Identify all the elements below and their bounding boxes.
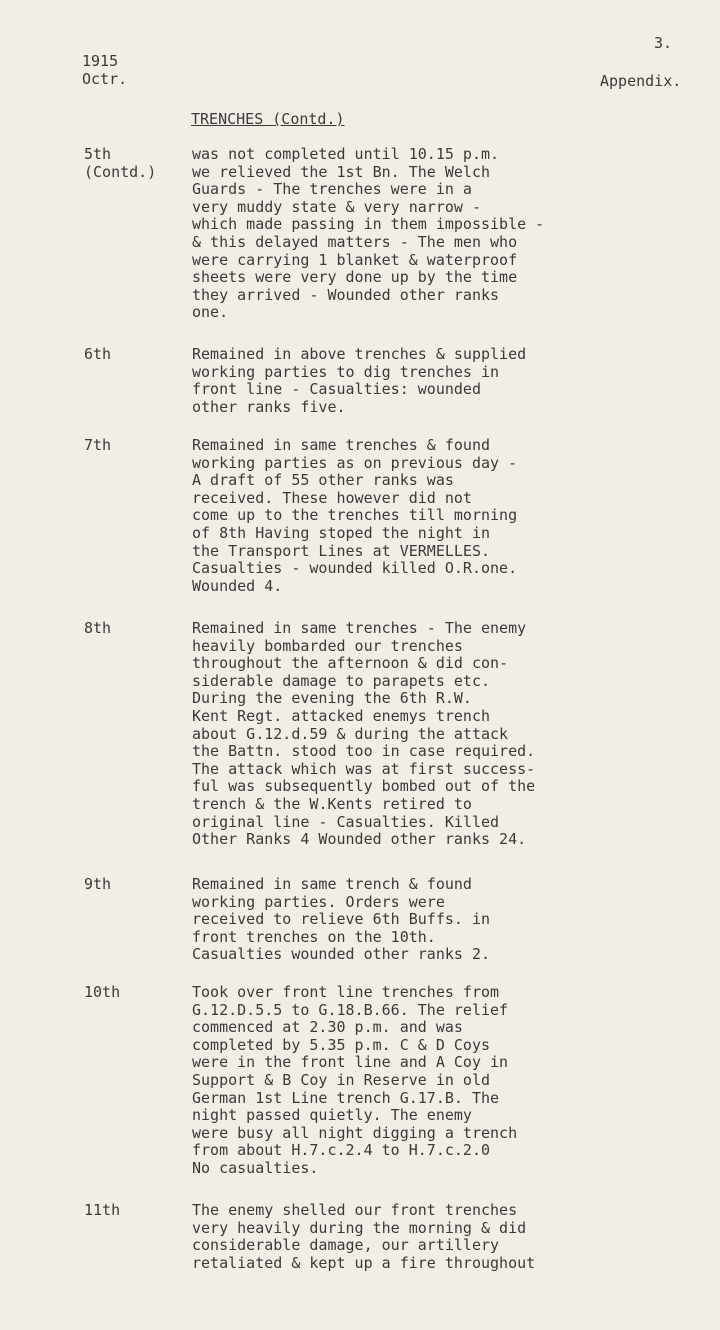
entry-line: they arrived - Wounded other ranks [192, 285, 500, 304]
entry-line: Remained in above trenches & supplied [192, 345, 527, 363]
entry-line: Guards - The trenches were in a [192, 180, 472, 199]
entry-line: No casualties. [192, 1158, 319, 1177]
entry-line: A draft of 55 other ranks was [192, 471, 454, 490]
entry-line: front trenches on the 10th. [192, 927, 436, 946]
entry-line: we relieved the 1st Bn. The Welch [192, 162, 491, 181]
entry-date: 9th [84, 875, 112, 893]
entry-line: very muddy state & very narrow - [192, 197, 481, 216]
entry-line: were busy all night digging a trench [192, 1123, 518, 1142]
entry-line: Kent Regt. attacked enemys trench [192, 706, 491, 725]
entry-line: the Transport Lines at VERMELLES. [192, 541, 491, 560]
entry-text [192, 146, 632, 322]
entry-date: 10th [84, 983, 121, 1001]
entry-line: ful was subsequently bombed out of the [192, 777, 536, 796]
entry-date: 7th [84, 436, 112, 454]
entry-line: was not completed until 10.15 p.m. [192, 145, 500, 163]
entry-line: & this delayed matters - The men who [192, 232, 518, 251]
entry-line: considerable damage, our artillery [192, 1236, 500, 1255]
entry-line: working parties. Orders were [192, 892, 445, 911]
entry-line: working parties as on previous day - [192, 453, 518, 472]
entry-line: throughout the afternoon & did con- [192, 654, 509, 673]
entry-line: come up to the trenches till morning [192, 506, 518, 525]
entry-line: heavily bombarded our trenches [192, 636, 463, 655]
entry-line: Other Ranks 4 Wounded other ranks 24. [192, 830, 527, 849]
year-label: 1915 [82, 52, 119, 70]
entry-text [192, 984, 632, 1178]
entry-line: Remained in same trenches & found [192, 436, 491, 454]
entry-line: night passed quietly. The enemy [192, 1106, 472, 1125]
entry-line: During the evening the 6th R.W. [192, 689, 472, 708]
entry-line: one. [192, 303, 229, 322]
entry-text [192, 1202, 632, 1272]
entry-line: which made passing in them impossible - [192, 215, 545, 234]
entry-line: front line - Casualties: wounded [192, 380, 481, 399]
entry-line: retaliated & kept up a fire throughout [192, 1253, 536, 1272]
entry-line: Wounded 4. [192, 576, 283, 595]
entry-line: Remained in same trenches - The enemy [192, 619, 527, 637]
appendix-label: Appendix. [600, 72, 682, 90]
entry-line: The attack which was at first success- [192, 759, 536, 778]
page-number: 3. [654, 34, 673, 52]
entry-line: siderable damage to parapets etc. [192, 671, 491, 690]
entry-text [192, 437, 632, 595]
entry-line: Casualties - wounded killed O.R.one. [192, 559, 518, 578]
entry-date: 11th [84, 1201, 121, 1219]
entry-date: 8th [84, 619, 112, 637]
entry-line: from about H.7.c.2.4 to H.7.c.2.0 [192, 1141, 491, 1160]
entry-line: Remained in same trench & found [192, 875, 472, 893]
entry-line: Casualties wounded other ranks 2. [192, 945, 491, 964]
entry-line: commenced at 2.30 p.m. and was [192, 1018, 463, 1037]
entry-line: about G.12.d.59 & during the attack [192, 724, 509, 743]
entry-line: Took over front line trenches from [192, 983, 500, 1001]
entry-text [192, 346, 632, 416]
entry-date: 6th [84, 345, 112, 363]
entry-line: completed by 5.35 p.m. C & D Coys [192, 1035, 491, 1054]
entry-text [192, 876, 632, 964]
entry-line: The enemy shelled our front trenches [192, 1201, 518, 1219]
entry-line: Support & B Coy in Reserve in old [192, 1070, 491, 1089]
entry-text [192, 620, 632, 849]
entry-line: received to relieve 6th Buffs. in [192, 910, 491, 929]
section-heading: TRENCHES (Contd.) [191, 110, 345, 128]
entry-line: of 8th Having stoped the night in [192, 523, 491, 542]
month-label: Octr. [82, 70, 128, 88]
entry-line: working parties to dig trenches in [192, 362, 500, 381]
entry-line: very heavily during the morning & did [192, 1218, 527, 1237]
entry-line: the Battn. stood too in case required. [192, 742, 536, 761]
entry-line: were carrying 1 blanket & waterproof [192, 250, 518, 269]
entry-line: German 1st Line trench G.17.B. The [192, 1088, 500, 1107]
entry-line: G.12.D.5.5 to G.18.B.66. The relief [192, 1000, 509, 1019]
entry-date: 5th (Contd.) [84, 145, 157, 181]
entry-line: sheets were very done up by the time [192, 268, 518, 287]
entry-line: original line - Casualties. Killed [192, 812, 500, 831]
entry-line: other ranks five. [192, 397, 346, 416]
entry-line: received. These however did not [192, 488, 472, 507]
entry-line: trench & the W.Kents retired to [192, 794, 472, 813]
entry-line: were in the front line and A Coy in [192, 1053, 509, 1072]
